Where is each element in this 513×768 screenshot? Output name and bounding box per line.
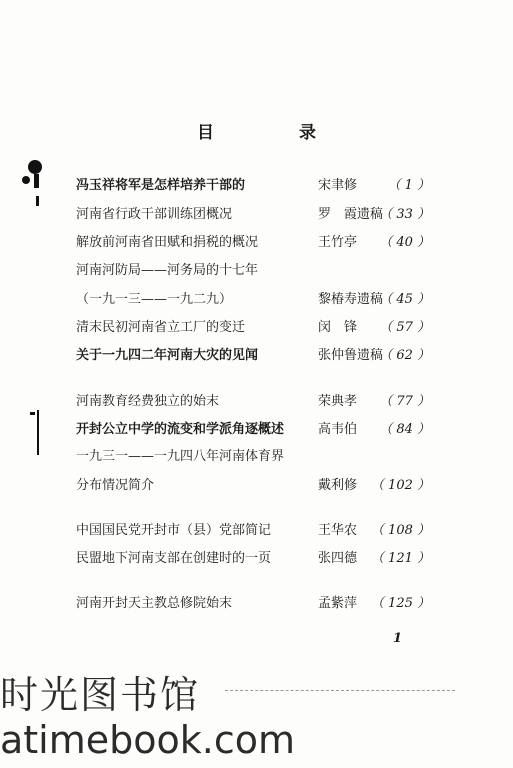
ink-blot [34,174,39,188]
entry-title: 中国国民党开封市（县）党部简记 [76,523,272,538]
toc-entry [0,345,513,367]
entry-page: （ 45 ） [379,292,430,307]
entry-author: 张仲鲁遗稿 [318,348,384,363]
toc-entry [0,289,513,311]
entry-title: 民盟地下河南支部在创建时的一页 [76,551,272,566]
entry-page: （ 1 ） [387,178,430,193]
entry-title: 河南开封天主教总修院始末 [76,596,233,611]
entry-page: （ 62 ） [379,348,430,363]
ink-blot [36,196,39,206]
entry-page: （ 84 ） [379,422,430,437]
entry-page: （ 57 ） [379,320,430,335]
entry-page: （ 102 ） [370,478,430,493]
entry-title: （一九一三——一九二九） [76,292,233,307]
toc-entry [0,317,513,339]
toc-entry [0,391,513,413]
entry-title: 解放前河南省田赋和捐税的概况 [76,235,259,250]
entry-author: 王华农 [318,523,358,538]
scan-line [225,690,455,691]
toc-entry [0,260,513,282]
entry-page: （ 33 ） [379,207,430,222]
entry-title: 清末民初河南省立工厂的变迁 [76,320,246,335]
toc-entry [0,175,513,197]
toc-entry [0,204,513,226]
toc-entry [0,475,513,497]
entry-title: 开封公立中学的流变和学派角逐概述 [76,422,285,437]
entry-author: 闵 锋 [318,320,358,335]
entry-author: 戴利修 [318,478,358,493]
watermark-url: atimebook.com [0,718,296,762]
entry-page: （ 40 ） [379,235,430,250]
entry-page: （ 121 ） [370,551,430,566]
entry-author: 罗 霞遗稿 [318,207,384,222]
entry-author: 孟紫萍 [318,596,358,611]
toc-entry [0,593,513,615]
page-number: 1 [393,631,403,646]
toc-entry [0,446,513,468]
entry-author: 宋聿修 [318,178,358,193]
ink-blot [22,176,30,184]
ink-blot [30,412,35,415]
watermark-title: 时光图书馆 [0,673,201,717]
entry-author: 高韦伯 [318,422,358,437]
entry-title: 河南教育经费独立的始末 [76,394,220,409]
entry-page: （ 125 ） [370,596,430,611]
entry-title: 分布情况简介 [76,478,155,493]
entry-title: 冯玉祥将军是怎样培养干部的 [76,178,246,193]
toc-entry [0,232,513,254]
toc-entry [0,548,513,570]
entry-page: （ 77 ） [379,394,430,409]
toc-entry [0,520,513,542]
entry-author: 王竹亭 [318,235,358,250]
entry-title: 河南省行政干部训练团概况 [76,207,233,222]
entry-title: 河南河防局——河务局的十七年 [76,263,259,278]
ink-blot [37,410,39,455]
ink-blot [28,160,42,174]
entry-author: 荣典孝 [318,394,358,409]
entry-author: 黎椿寿遗稿 [318,292,384,307]
entry-author: 张四德 [318,551,358,566]
entry-title: 一九三一——一九四八年河南体育界 [76,449,285,464]
toc-entry [0,419,513,441]
toc-title: 目 录 [197,123,350,143]
entry-page: （ 108 ） [370,523,430,538]
entry-title: 关于一九四二年河南大灾的见闻 [76,348,259,363]
